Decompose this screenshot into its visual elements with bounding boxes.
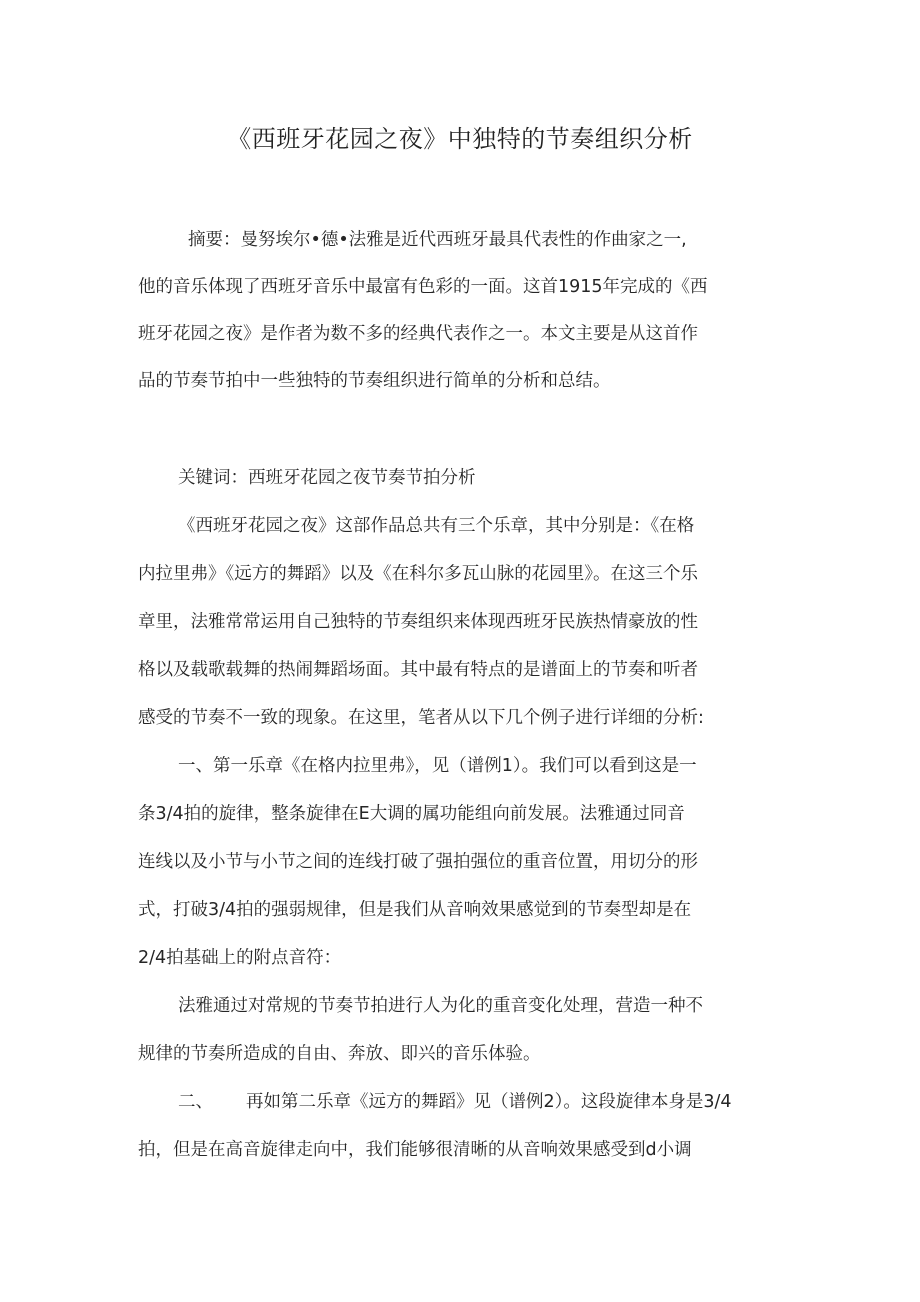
para2-line-1: 一、第一乐章《在格内拉里弗》，见（谱例1）。我们可以看到这是一 — [178, 756, 697, 776]
abstract-line-4: 品的节奏节拍中一些独特的节奏组织进行简单的分析和总结。 — [138, 371, 611, 391]
keywords-line: 关键词：西班牙花园之夜节奏节拍分析 — [178, 468, 476, 488]
para1-line-2: 内拉里弗》《远方的舞蹈》以及《在科尔多瓦山脉的花园里》。在这三个乐 — [138, 564, 698, 584]
para3-line-2: 规律的节奏所造成的自由、奔放、即兴的音乐体验。 — [138, 1044, 541, 1064]
abstract-line-2: 他的音乐体现了西班牙音乐中最富有色彩的一面。这首1915年完成的《西 — [138, 277, 708, 297]
para1-line-5: 感受的节奏不一致的现象。在这里，笔者从以下几个例子进行详细的分析: — [138, 708, 704, 728]
para4-line-2: 拍，但是在高音旋律走向中，我们能够很清晰的从音响效果感受到d小调 — [138, 1140, 692, 1160]
para2-line-3: 连线以及小节与小节之间的连线打破了强拍强位的重音位置，用切分的形 — [138, 852, 698, 872]
para3-line-1: 法雅通过对常规的节奏节拍进行人为化的重音变化处理，营造一种不 — [178, 996, 703, 1016]
para1-line-1: 《西班牙花园之夜》这部作品总共有三个乐章，其中分别是：《在格 — [178, 516, 695, 536]
document-title: 《西班牙花园之夜》中独特的节奏组织分析 — [227, 125, 693, 153]
para1-line-4: 格以及载歌载舞的热闹舞蹈场面。其中最有特点的是谱面上的节奏和听者 — [138, 660, 698, 680]
para2-line-5: 2/4拍基础上的附点音符： — [138, 948, 342, 968]
abstract-line-1: 摘要：曼努埃尔•德•法雅是近代西班牙最具代表性的作曲家之一, — [188, 230, 687, 250]
para2-line-4: 式，打破3/4拍的强弱规律，但是我们从音响效果感觉到的节奏型却是在 — [138, 900, 692, 920]
para4-line-1: 再如第二乐章《远方的舞蹈》见（谱例2）。这段旋律本身是3/4 — [246, 1092, 732, 1112]
para2-line-2: 条3/4拍的旋律，整条旋律在E大调的属功能组向前发展。法雅通过同音 — [138, 804, 685, 824]
abstract-line-3: 班牙花园之夜》是作者为数不多的经典代表作之一。本文主要是从这首作 — [138, 324, 698, 344]
para4-marker: 二、 — [178, 1092, 213, 1112]
para1-line-3: 章里，法雅常常运用自己独特的节奏组织来体现西班牙民族热情豪放的性 — [138, 612, 698, 632]
